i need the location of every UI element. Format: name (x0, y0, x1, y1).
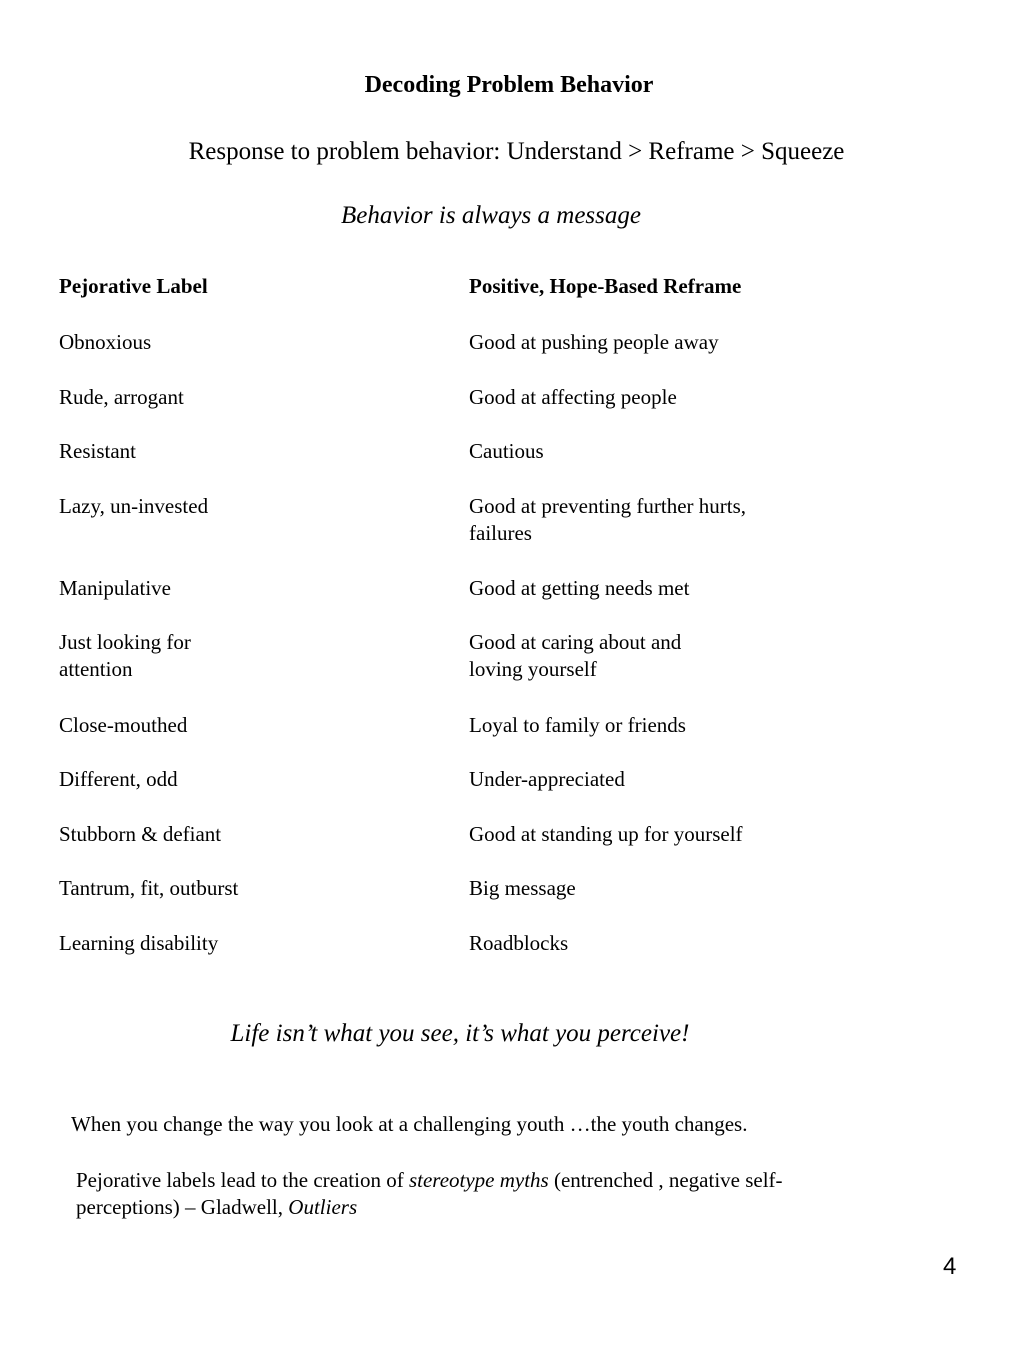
pejorative-label (59, 438, 136, 465)
reframe-text (469, 930, 568, 957)
label-line: Manipulative (59, 576, 171, 600)
pejorative-label (59, 493, 208, 520)
label-line: Stubborn & defiant (59, 822, 222, 846)
note-italic-term: stereotype myths (408, 1168, 549, 1192)
pejorative-label (59, 766, 178, 793)
note-book-title: Outliers (288, 1195, 358, 1219)
label-line: Rude, arrogant (59, 385, 184, 409)
reframe-text (469, 766, 625, 793)
label-line: Obnoxious (59, 330, 152, 354)
reframe-text (469, 821, 743, 848)
subtitle: Response to problem behavior: Understand > Reframe > Squeeze (188, 138, 845, 165)
reframe-line: Under-appreciated (469, 767, 625, 791)
reframe-text (469, 875, 576, 902)
reframe-text (469, 493, 746, 547)
reframe-line: Good at getting needs met (469, 576, 690, 600)
label-line: attention (59, 657, 133, 681)
label-line: Resistant (59, 439, 136, 463)
column-header-reframe: Positive, Hope-Based Reframe (469, 274, 742, 298)
reframe-line: Loyal to family or friends (469, 713, 686, 737)
reframe-text (469, 438, 544, 465)
label-line: Learning disability (59, 931, 219, 955)
reframe-line: Good at affecting people (469, 385, 677, 409)
reframe-line: Good at pushing people away (469, 330, 719, 354)
reframe-text (469, 384, 677, 411)
reframe-text (469, 629, 681, 683)
reframe-line: Big message (469, 876, 576, 900)
note-pejorative-labels (76, 1167, 836, 1221)
reframe-text (469, 329, 719, 356)
note-text: Pejorative labels lead to the creation of (76, 1168, 409, 1192)
pejorative-label (59, 875, 238, 902)
pejorative-label (59, 712, 187, 739)
pejorative-label (59, 575, 171, 602)
reframe-line: failures (469, 521, 532, 545)
pejorative-label (59, 930, 218, 957)
note-text: (entrenched , negative self-perceptions) – Gladwell, (76, 1168, 783, 1219)
label-line: Close-mouthed (59, 713, 188, 737)
label-line: Tantrum, fit, outburst (59, 876, 239, 900)
reframe-line: Good at preventing further hurts, (469, 494, 747, 518)
pejorative-label (59, 384, 184, 411)
reframe-text (469, 575, 689, 602)
label-line: Just looking for (59, 630, 191, 654)
label-line: Lazy, un-invested (59, 494, 209, 518)
tagline: Behavior is always a message (341, 202, 641, 229)
reframe-line: Cautious (469, 439, 544, 463)
reframe-line: Good at standing up for yourself (469, 822, 743, 846)
pejorative-label (59, 629, 191, 683)
label-line: Different, odd (59, 767, 178, 791)
page-number: 4 (943, 1253, 957, 1280)
pejorative-label (59, 329, 151, 356)
note-change-view: When you change the way you look at a challenging youth …the youth changes. (71, 1112, 748, 1136)
reframe-text (469, 712, 686, 739)
reframe-line: loving yourself (469, 657, 597, 681)
column-header-pejorative: Pejorative Label (59, 274, 208, 298)
quote: Life isn’t what you see, it’s what you perceive! (230, 1020, 690, 1047)
reframe-line: Good at caring about and (469, 630, 682, 654)
pejorative-label (59, 821, 221, 848)
page-title: Decoding Problem Behavior (364, 72, 654, 98)
reframe-line: Roadblocks (469, 931, 569, 955)
